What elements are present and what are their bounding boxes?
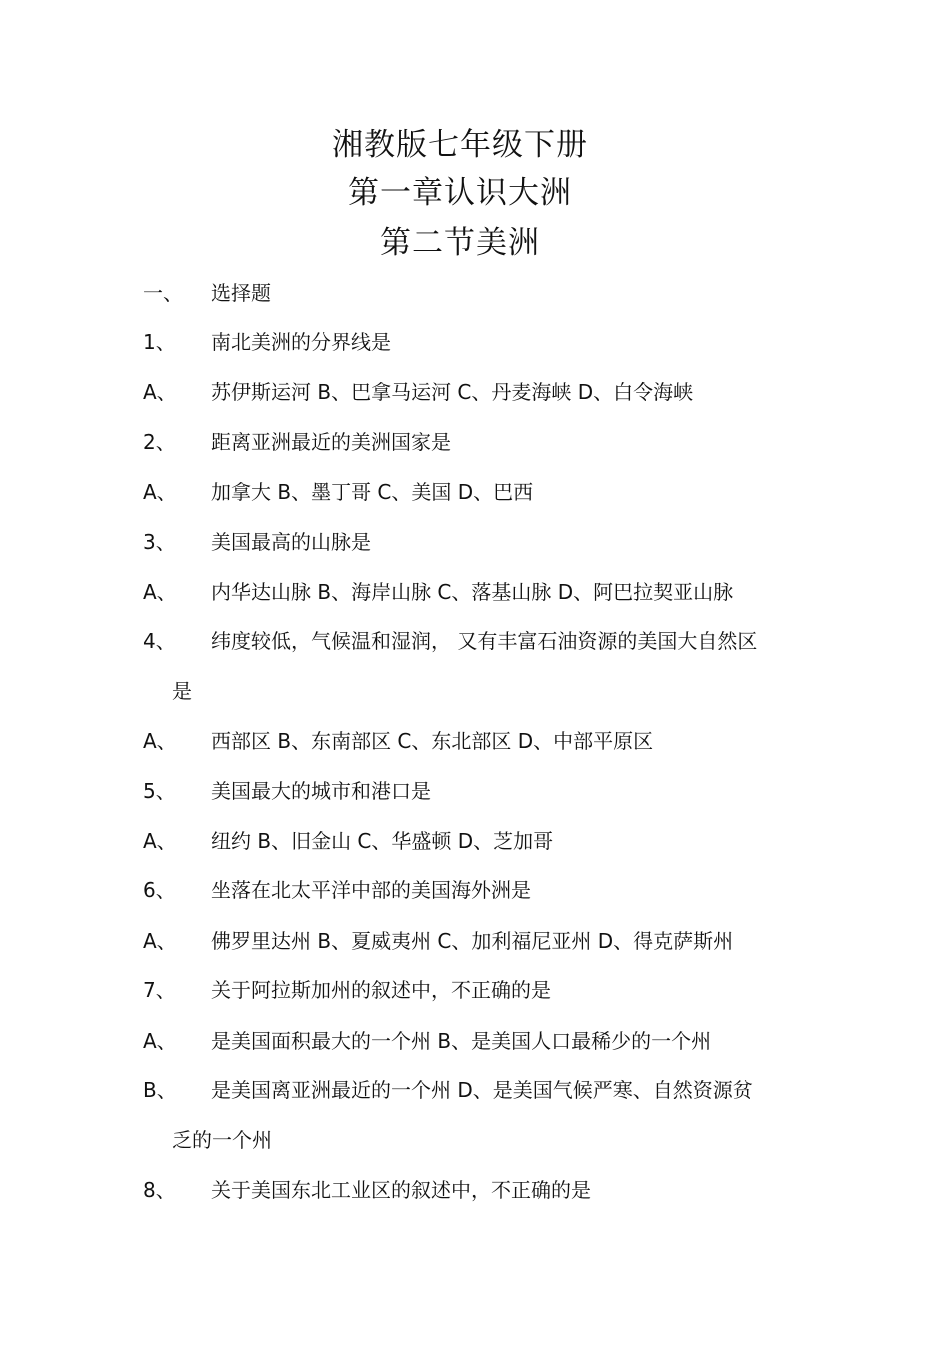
question-text: 距离亚洲最近的美洲国家是 [211,430,451,454]
question-4 [0,625,950,657]
question-text: 关于阿拉斯加州的叙述中，不正确的是 [211,978,551,1002]
options-text: 苏伊斯运河 B、巴拿马运河 C、丹麦海峡 D、白令海峡 [211,380,694,404]
options-text: 纽约 B、旧金山 C、华盛顿 D、芝加哥 [211,829,554,853]
question-text: 坐落在北太平洋中部的美国海外洲是 [211,878,531,902]
option-mark: B、 [143,1078,177,1102]
heading-text: 选择题 [211,281,271,305]
document-title: 湘教版七年级下册 [332,127,588,163]
question-5 [0,775,950,807]
question-number: 8、 [143,1178,176,1202]
option-mark: A、 [143,480,177,504]
question-1-options [0,376,950,408]
question-text-continuation: 是 [172,679,192,703]
question-1 [0,326,950,358]
question-7 [0,974,950,1006]
question-6-options [0,925,950,957]
option-mark: A、 [143,1029,177,1053]
question-text: 南北美洲的分界线是 [211,330,391,354]
question-text: 关于美国东北工业区的叙述中，不正确的是 [211,1178,591,1202]
question-number: 7、 [143,978,176,1002]
question-8 [0,1174,950,1206]
options-text: 西部区 B、东南部区 C、东北部区 D、中部平原区 [211,729,654,753]
section-title: 第二节美洲 [380,225,540,261]
options-text: 是美国面积最大的一个州 B、是美国人口最稀少的一个州 [211,1029,712,1053]
question-number: 4、 [143,629,176,653]
question-4-continuation [0,675,950,707]
option-mark: A、 [143,380,177,404]
question-7-options-line-2 [0,1074,950,1106]
question-5-options [0,825,950,857]
question-number: 1、 [143,330,176,354]
question-7-options-line-1 [0,1025,950,1057]
option-mark: A、 [143,729,177,753]
heading-number: 一、 [143,281,183,305]
options-text: 内华达山脉 B、海岸山脉 C、落基山脉 D、阿巴拉契亚山脉 [211,580,734,604]
question-type-heading [0,277,950,309]
question-2-options [0,476,950,508]
question-number: 5、 [143,779,176,803]
question-6 [0,874,950,906]
question-3-options [0,576,950,608]
question-text: 纬度较低，气候温和湿润， 又有丰富石油资源的美国大自然区 [211,629,758,653]
question-number: 6、 [143,878,176,902]
options-text-continuation: 乏的一个州 [172,1128,272,1152]
question-text: 美国最高的山脉是 [211,530,371,554]
options-text: 佛罗里达州 B、夏威夷州 C、加利福尼亚州 D、得克萨斯州 [211,929,734,953]
question-number: 3、 [143,530,176,554]
question-4-options [0,725,950,757]
option-mark: A、 [143,829,177,853]
question-number: 2、 [143,430,176,454]
question-3 [0,526,950,558]
question-text: 美国最大的城市和港口是 [211,779,431,803]
options-text: 加拿大 B、墨丁哥 C、美国 D、巴西 [211,480,534,504]
option-mark: A、 [143,929,177,953]
chapter-title: 第一章认识大洲 [348,175,572,211]
options-text: 是美国离亚洲最近的一个州 D、是美国气候严寒、自然资源贫 [211,1078,753,1102]
question-7-options-continuation [0,1124,950,1156]
question-2 [0,426,950,458]
option-mark: A、 [143,580,177,604]
